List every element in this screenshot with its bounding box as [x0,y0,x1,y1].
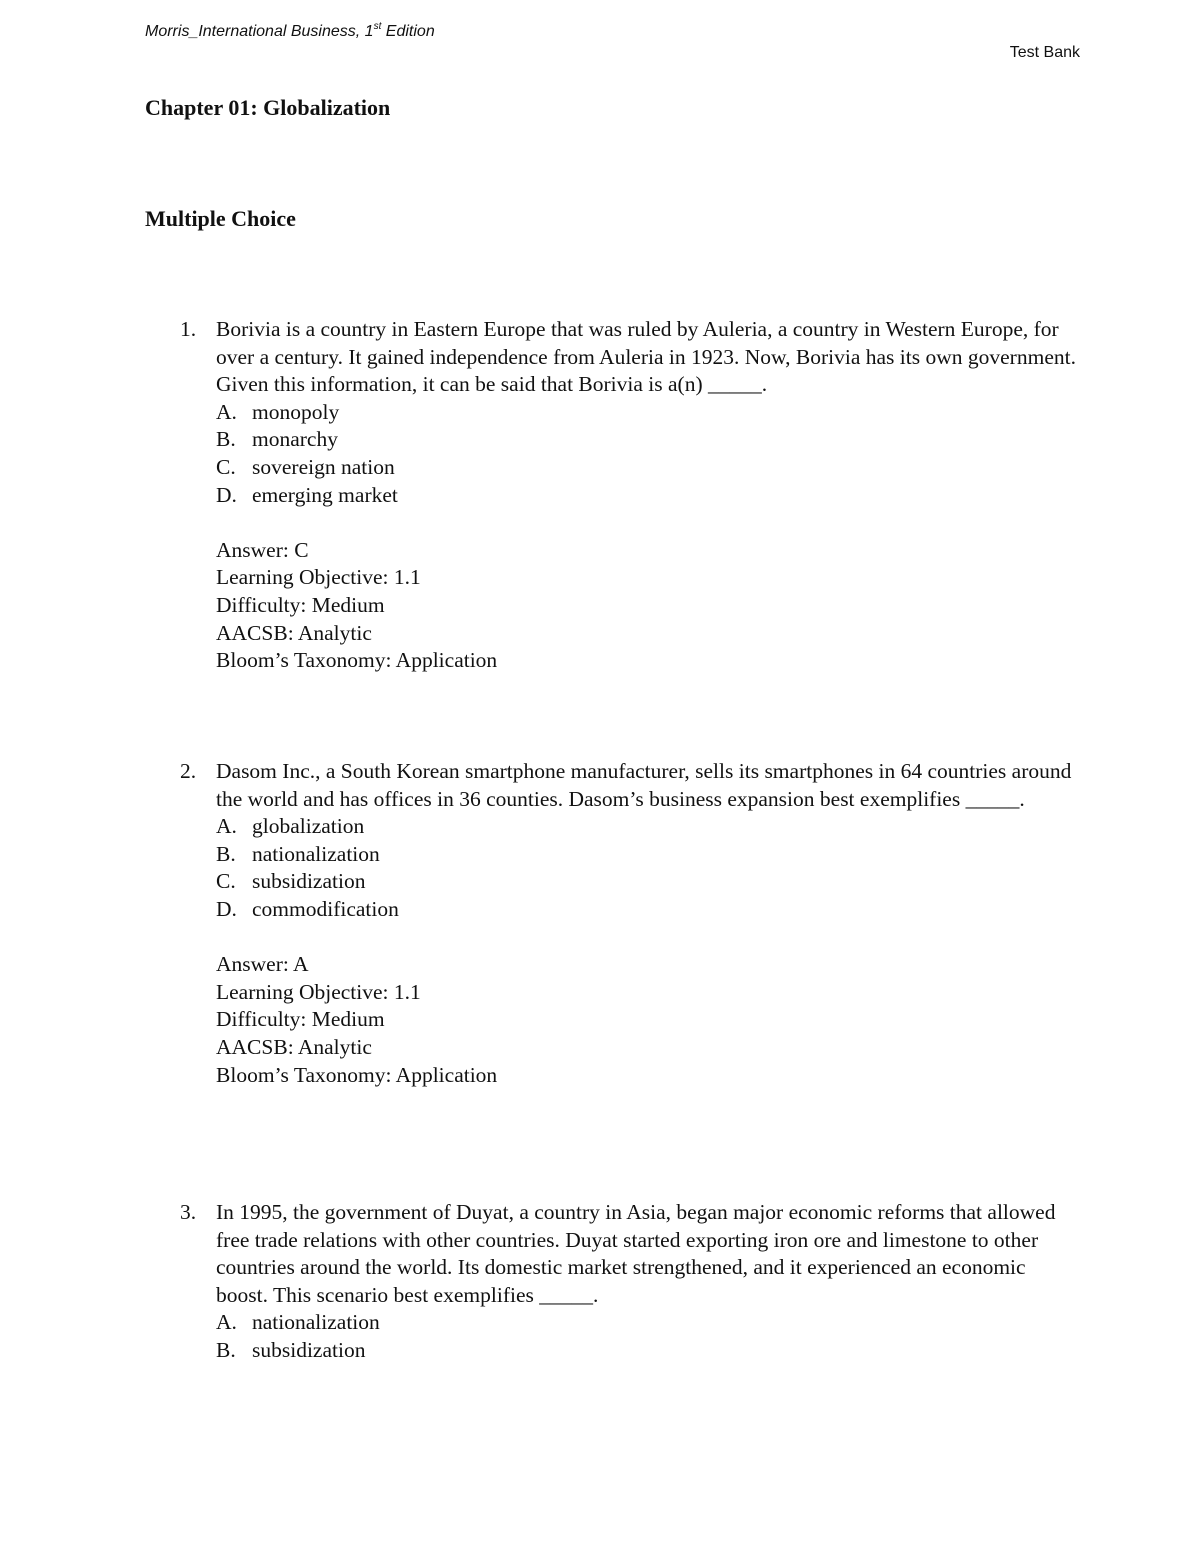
option-b [216,841,1076,869]
option-c [216,868,1076,896]
chapter-title: Chapter 01: Globalization [145,95,391,120]
option-text: subsidization [252,869,366,894]
option-text: sovereign nation [252,454,395,479]
option-a [216,1309,1076,1337]
difficulty: Difficulty: Medium [216,1007,385,1032]
question-number: 2. [180,759,197,783]
question-2 [180,758,1080,1089]
running-header-book-title [145,22,435,42]
answer-metadata [216,537,1076,675]
question-stem: Borivia is a country in Eastern Europe that was ruled by Auleria, a country in Western Europe, for over a century. It gained independence from Auleria in 1923. Now, Borivia has its own government. Given this information, it can be said that Borivia is a(n) _____. [216,317,1076,397]
learning-objective: Learning Objective: 1.1 [216,565,421,590]
question-stem: Dasom Inc., a South Korean smartphone manufacturer, sells its smartphones in 64 countries around the world and has offices in 36 counties. Dasom’s business expansion best exemplifies _____. [216,759,1072,811]
answer-options [216,1309,1076,1364]
option-text: subsidization [252,1337,366,1362]
edition-superscript: st [373,20,382,32]
option-letter: A. [216,399,237,424]
blooms-taxonomy: Bloom’s Taxonomy: Application [216,1062,498,1087]
option-text: nationalization [252,841,380,866]
option-letter: C. [216,454,236,479]
answer-options [216,813,1076,923]
option-text: monopoly [252,399,340,424]
option-text: commodification [252,896,399,921]
option-a [216,813,1076,841]
aacsb: AACSB: Analytic [216,1034,372,1059]
option-letter: D. [216,896,237,921]
option-letter: C. [216,869,236,894]
option-letter: A. [216,1310,237,1335]
answer-metadata [216,951,1076,1089]
option-c [216,454,1076,482]
answer-key: Answer: A [216,952,309,977]
question-number: 3. [180,1200,197,1224]
option-letter: B. [216,841,236,866]
option-text: monarchy [252,427,338,452]
question-stem: In 1995, the government of Duyat, a country in Asia, began major economic reforms that allowed free trade relations with other countries. Duyat started exporting iron ore and limestone to other countries around the world. Its domestic market strengthened, and it experienced an economic boost. This scenario best exemplifies _____. [216,1200,1056,1307]
blooms-taxonomy: Bloom’s Taxonomy: Application [216,648,498,673]
question-number: 1. [180,317,197,341]
option-text: globalization [252,814,365,839]
answer-options [216,399,1076,509]
option-letter: B. [216,427,236,452]
option-text: nationalization [252,1310,380,1335]
question-3 [180,1199,1080,1365]
option-b [216,1337,1076,1365]
answer-key: Answer: C [216,537,309,562]
option-letter: B. [216,1337,236,1362]
section-title: Multiple Choice [145,206,296,231]
running-header-test-bank: Test Bank [1009,44,1080,61]
option-text: emerging market [252,482,398,507]
book-title-prefix: Morris_International Business, 1 [145,23,374,40]
option-d [216,896,1076,924]
option-b [216,426,1076,454]
question-1 [180,316,1080,675]
option-d [216,482,1076,510]
option-letter: D. [216,482,237,507]
option-letter: A. [216,814,237,839]
difficulty: Difficulty: Medium [216,592,385,617]
aacsb: AACSB: Analytic [216,620,372,645]
learning-objective: Learning Objective: 1.1 [216,979,421,1004]
option-a [216,399,1076,427]
book-title-suffix: Edition [381,23,435,40]
